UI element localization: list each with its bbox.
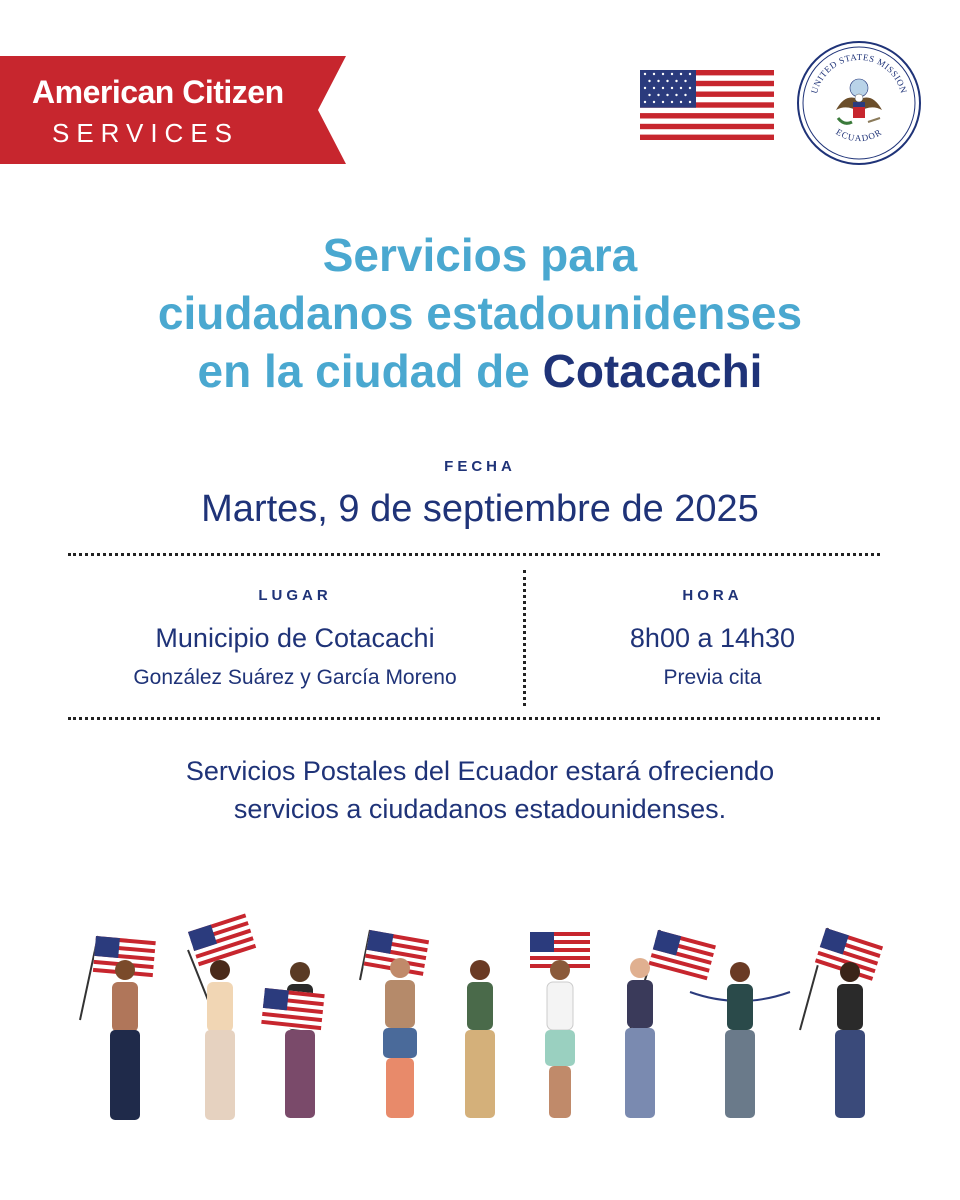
hora-value: 8h00 a 14h30 [629,623,796,653]
note-line-2: servicios a ciudadanos estadounidenses. [233,794,727,824]
person-1 [80,936,156,1120]
people-with-flags-illustration [60,910,900,1140]
person-9 [800,928,883,1118]
note-line-1: Servicios Postales del Ecuador estará ofreciendo [185,756,775,786]
divider-bottom [68,717,880,720]
person-8 [690,962,790,1118]
divider-vertical [523,570,526,706]
hora-label: HORA [682,587,743,604]
banner-subtitle: SERVICES [52,118,240,148]
title-line-1: Servicios para [322,229,638,281]
hora-note: Previa cita [663,666,762,689]
lugar-address: González Suárez y García Moreno [133,666,457,689]
person-7 [625,930,716,1118]
banner-title: American Citizen [32,74,284,110]
person-5 [465,960,495,1118]
seal-text-bottom: ECUADOR [834,126,884,144]
title-line-2: ciudadanos estadounidenses [157,287,803,339]
person-3 [261,962,325,1118]
us-mission-seal [796,40,922,166]
us-flag-icon [640,70,774,140]
person-4 [360,930,429,1118]
title-line-3-prefix: en la ciudad de [197,345,543,397]
fecha-value: Martes, 9 de septiembre de 2025 [201,488,759,530]
seal-text-top: UNITED STATES MISSION [809,51,909,95]
services-note [0,752,960,828]
title-city: Cotacachi [542,345,763,397]
acs-banner [0,56,346,164]
fecha-label: FECHA [444,458,516,475]
lugar-label: LUGAR [258,587,332,604]
page-title [0,226,960,400]
person-6 [530,932,590,1118]
person-2 [188,913,257,1120]
divider-top [68,553,880,556]
lugar-name: Municipio de Cotacachi [155,623,435,653]
title-line-3 [0,342,960,400]
